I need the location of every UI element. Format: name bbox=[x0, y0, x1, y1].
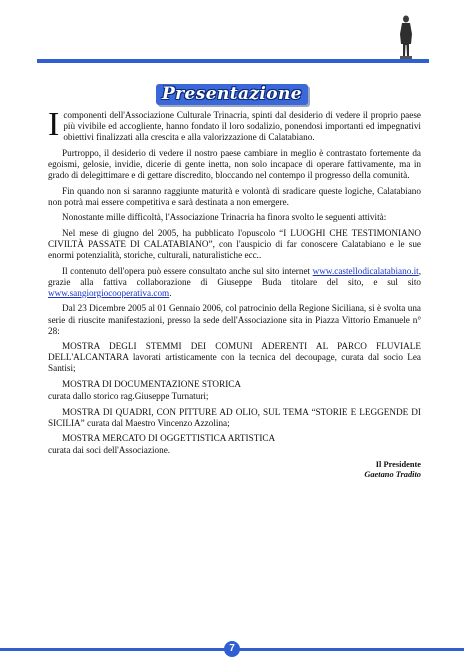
signature-role: Il Presidente bbox=[375, 459, 421, 469]
title-wrapper bbox=[0, 84, 464, 105]
paragraph-11-title: MOSTRA MERCATO DI OGGETTISTICA ARTISTICA bbox=[62, 433, 276, 444]
drop-cap: I bbox=[48, 106, 60, 143]
paragraph-4: Nonostante mille difficoltà, l'Associazione Trinacria ha finora svolto le seguenti attività: bbox=[62, 212, 387, 223]
signature-name: Gaetano Tradito bbox=[364, 470, 421, 480]
paragraph-1 bbox=[48, 106, 421, 143]
paragraph-6-text-b: , grazie alla fattiva collaborazione di Giuseppe Buda titolare del sito, e sul sito bbox=[48, 265, 421, 287]
paragraph-1-text: componenti dell'Associazione Culturale Trinacria, spinti dal desiderio di vedere il proprio paese più vivibile ed accogliente, hanno fondato il loro sodalizio, ponendosi importanti ed impegnativi obiettivi finalizzati alla crescita e alla valorizzazione di Calatabiano. bbox=[63, 110, 421, 143]
signature-block bbox=[48, 460, 421, 481]
paragraph-7: Dal 23 Dicembre 2005 al 01 Gennaio 2006, col patrocinio della Regione Siciliana, si è svolta una serie di riuscite manifestazioni, presso la sede dell'Associazione sita in Piazza Vittorio Emanuele n° 28: bbox=[48, 303, 421, 336]
page-number: 7 bbox=[224, 641, 240, 657]
paragraph-6-text-c: . bbox=[169, 287, 172, 298]
paragraph-5: Nel mese di giugno del 2005, ha pubblicato l'opuscolo “I LUOGHI CHE TESTIMONIANO CIVILTÀ PASSATE DI CALATABIANO”, con l'auspicio di far conoscere Calatabiano e le sue enormi potenzialità, storiche, culturali, naturalistiche ecc.. bbox=[48, 227, 421, 261]
link-castellodicalatabiano[interactable]: www.castellodicalatabiano.it bbox=[312, 265, 419, 276]
statue-icon bbox=[396, 14, 416, 60]
paragraph-2: Purtroppo, il desiderio di vedere il nostro paese cambiare in meglio è contrastato fortemente da egoismi, gelosie, invidie, dicerie di gente inetta, non solo incapace di operare fattivamente, ma in grado di delegittimare e di gettare discredito, bloccando nel contempo il progresso della comunità. bbox=[48, 147, 421, 180]
link-sangiorgiocooperativa[interactable]: www.sangiorgiocooperativa.com bbox=[48, 287, 170, 298]
page-title: Presentazione bbox=[156, 84, 308, 105]
paragraph-6 bbox=[48, 266, 421, 299]
paragraph-8: MOSTRA DEGLI STEMMI DEI COMUNI ADERENTI AL PARCO FLUVIALE DELL'ALCANTARA lavorati artisticamente con la tecnica del decoupage, curata dal socio Lea Santisi; bbox=[48, 341, 421, 374]
paragraph-11-subtitle: curata dai soci dell'Associazione. bbox=[48, 445, 171, 456]
paragraph-10: MOSTRA DI QUADRI, CON PITTURE AD OLIO, SUL TEMA “STORIE E LEGGENDE DI SICILIA” curata dal Maestro Vincenzo Azzolina; bbox=[48, 406, 421, 428]
header-rule bbox=[37, 59, 429, 63]
paragraph-9-subtitle: curata dallo storico rag.Giuseppe Turnaturi; bbox=[48, 391, 209, 402]
paragraph-3: Fin quando non si saranno raggiunte maturità e volontà di sradicare queste logiche, Calatabiano non potrà mai essere competitiva e sarà destinata a non emergere. bbox=[48, 185, 421, 207]
paragraph-9-title: MOSTRA DI DOCUMENTAZIONE STORICA bbox=[62, 378, 242, 389]
document-body bbox=[48, 106, 421, 481]
paragraph-6-text-a: Il contenuto dell'opera può essere consultato anche sul sito internet bbox=[62, 265, 313, 276]
